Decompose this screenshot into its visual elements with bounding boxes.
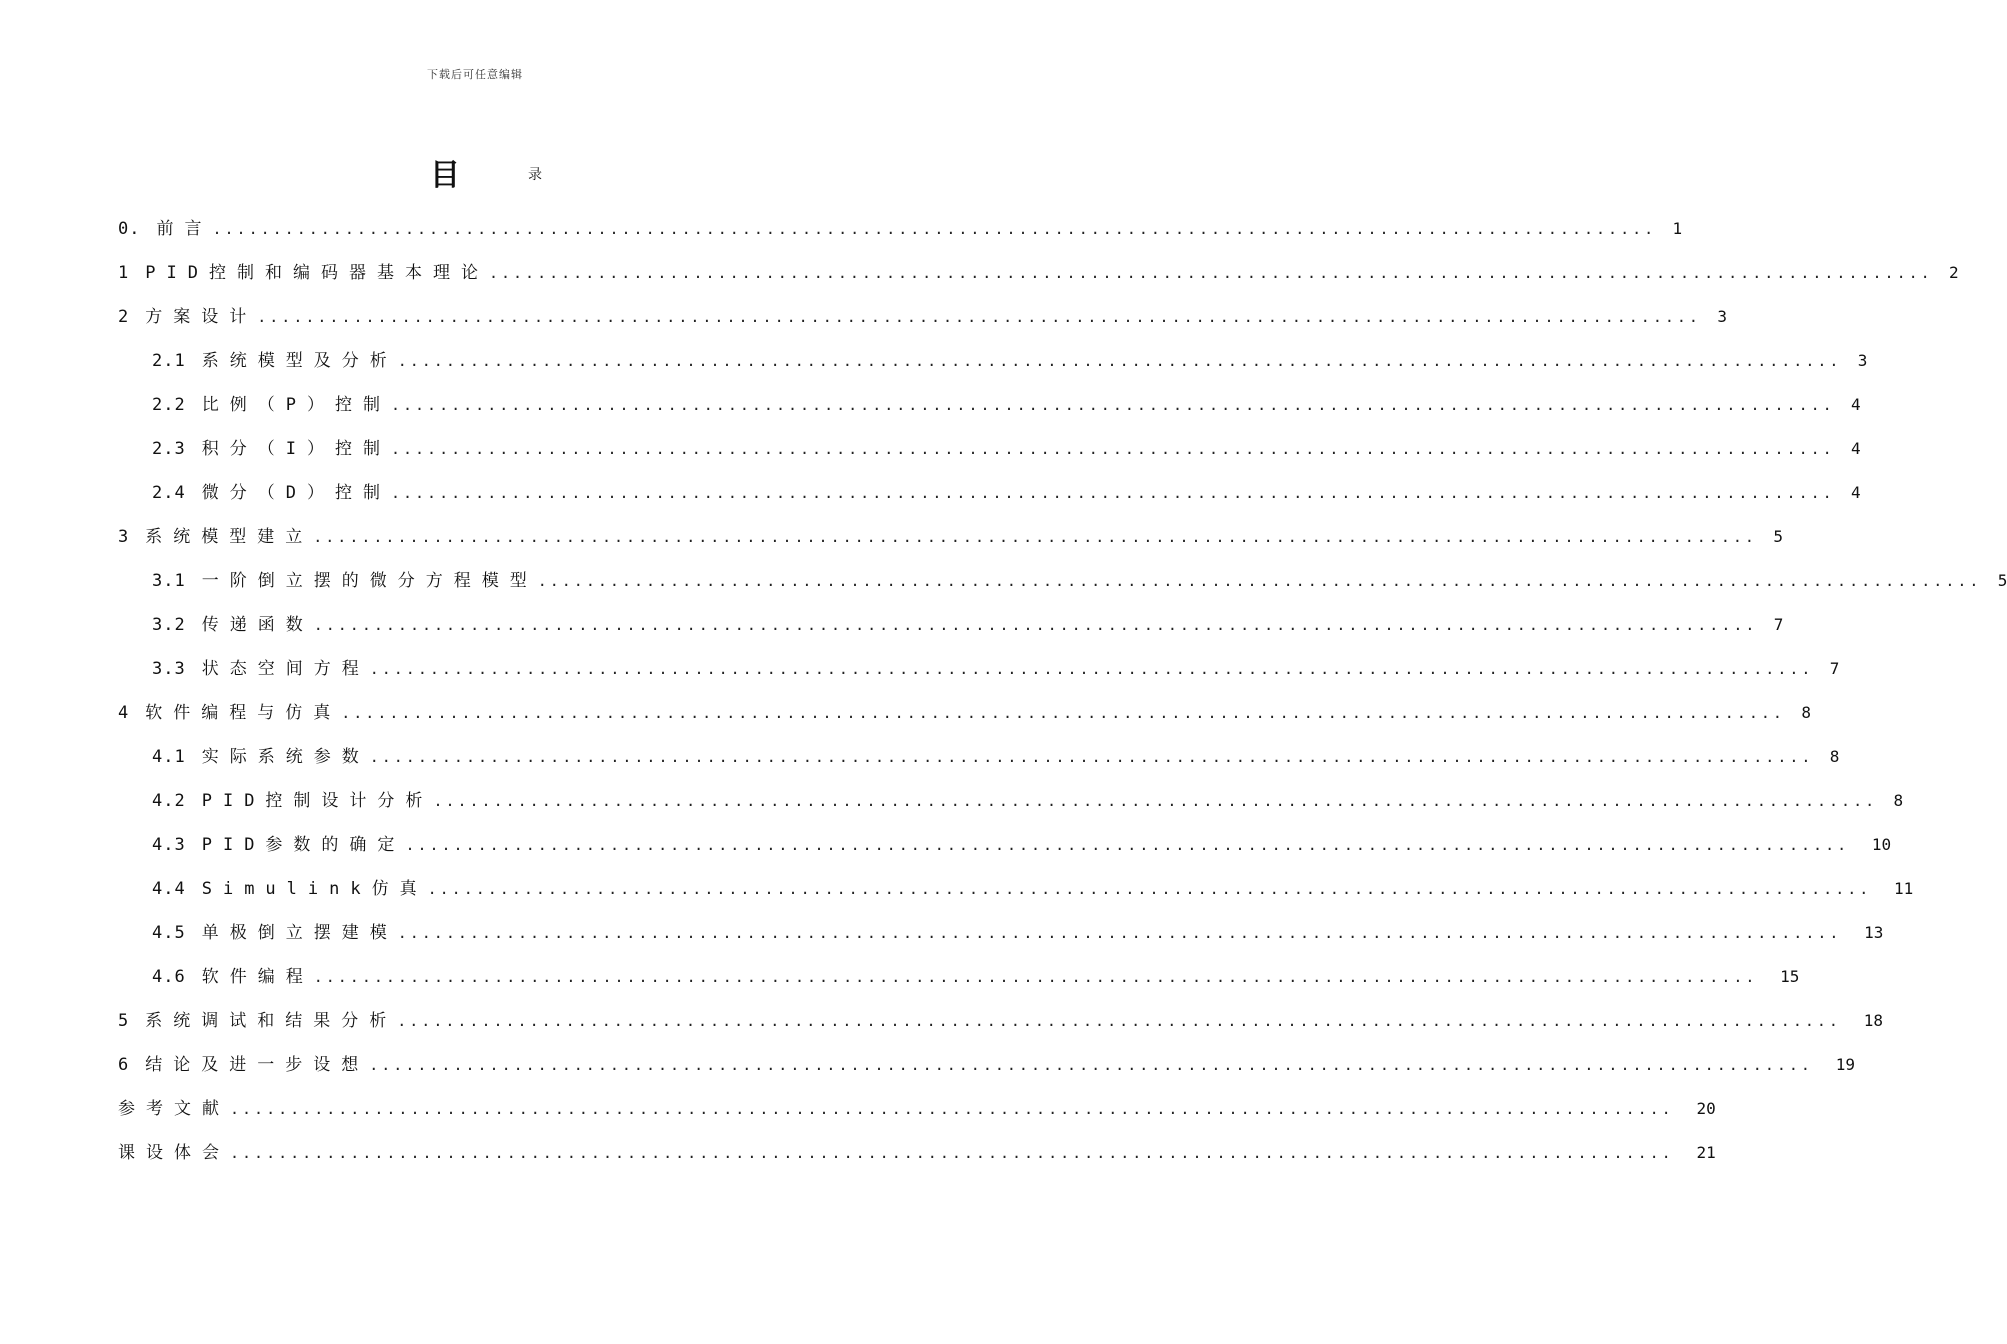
- toc-entry-label: [152, 867, 428, 911]
- toc-entry[interactable]: [118, 603, 1784, 647]
- toc-entry[interactable]: [118, 647, 1840, 691]
- toc-title-sub: 录: [528, 167, 542, 183]
- toc-entry-label: [152, 911, 398, 955]
- toc-entry-text: 系统模型及分析: [201, 351, 398, 371]
- toc-entry-label: [152, 779, 433, 823]
- toc-entry-number: 4.1: [152, 747, 186, 767]
- toc-entry-page: 3: [1717, 307, 1727, 326]
- toc-leader-dots: ........................................................................................................................: [397, 352, 1842, 370]
- toc-entry-text: 结论及进一步设想: [145, 1055, 370, 1075]
- toc-entry[interactable]: [118, 999, 1883, 1043]
- toc-entry-page: 8: [1801, 703, 1811, 722]
- toc-entry-page: 8: [1829, 747, 1840, 766]
- toc-leader-dots: ........................................................................................................................: [488, 264, 1933, 282]
- toc-entry[interactable]: [118, 1087, 1716, 1131]
- toc-entry-label: [118, 1087, 230, 1131]
- toc-leader-dots: ........................................................................................................................: [537, 572, 1982, 590]
- toc-entry-label: [118, 251, 489, 295]
- toc-leader-dots: ........................................................................................................................: [257, 308, 1701, 326]
- toc-entry-label: [118, 295, 257, 339]
- toc-entry-page: 3: [1857, 351, 1868, 370]
- toc-entry-text: 软件编程: [201, 967, 314, 987]
- toc-entry-page: 11: [1894, 879, 1914, 898]
- toc-entry[interactable]: [118, 339, 1868, 383]
- toc-leader-dots: ........................................................................................................................: [212, 220, 1657, 238]
- toc-leader-dots: ........................................................................................................................: [433, 792, 1878, 810]
- toc-entry-text: 单极倒立摆建模: [201, 923, 398, 943]
- toc-entry-number: 2.1: [152, 351, 186, 371]
- toc-entry-text: 微分（D）控制: [201, 483, 391, 503]
- toc-leader-dots: ........................................................................................................................: [427, 880, 1872, 898]
- toc-entry[interactable]: [118, 383, 1861, 427]
- toc-leader-dots: ........................................................................................................................: [390, 440, 1835, 458]
- toc-entry-text: PID控制设计分析: [201, 791, 434, 811]
- toc-entry[interactable]: [118, 515, 1783, 559]
- toc-leader-dots: ........................................................................................................................: [397, 1012, 1841, 1030]
- toc-entry-text: 实际系统参数: [201, 747, 370, 767]
- toc-entry-number: 4.5: [152, 923, 186, 943]
- toc-entry-page: 4: [1851, 395, 1861, 414]
- toc-entry-number: 2.3: [152, 439, 186, 459]
- toc-entry[interactable]: [118, 867, 1914, 911]
- toc-entry[interactable]: [118, 779, 1904, 823]
- toc-entry[interactable]: [118, 251, 1959, 295]
- toc-entry-page: 8: [1893, 791, 1904, 810]
- toc-leader-dots: ........................................................................................................................: [390, 396, 1835, 414]
- toc-entry[interactable]: [118, 295, 1727, 339]
- toc-entry[interactable]: [118, 207, 1683, 251]
- toc-title: [0, 150, 950, 193]
- toc-entry-text: PID参数的确定: [201, 835, 406, 855]
- toc-entry-text: 状态空间方程: [201, 659, 370, 679]
- toc-entry-text: 系统模型建立: [145, 527, 314, 547]
- toc-leader-dots: ........................................................................................................................: [313, 528, 1757, 546]
- toc-entry-text: 软件编程与仿真: [145, 703, 342, 723]
- toc-entry[interactable]: [118, 471, 1861, 515]
- toc-entry-number: 2.2: [152, 395, 186, 415]
- toc-entry-label: [152, 383, 391, 427]
- toc-entry-label: [118, 1131, 230, 1175]
- toc-entry-number: 2: [118, 307, 130, 327]
- toc-entry[interactable]: [118, 955, 1800, 999]
- toc-entry-label: [152, 471, 391, 515]
- toc-entry-text: Simulink仿真: [201, 879, 428, 899]
- toc-entry-text: 课设体会: [118, 1143, 230, 1163]
- toc-entry-label: [152, 955, 314, 999]
- toc-entry-page: 15: [1780, 967, 1800, 986]
- toc-leader-dots: ........................................................................................................................: [369, 1056, 1813, 1074]
- toc-entry-label: [152, 559, 538, 603]
- toc-entry-number: 4.3: [152, 835, 186, 855]
- toc-entry-label: [152, 823, 405, 867]
- toc-entry-page: 18: [1863, 1011, 1883, 1030]
- toc-entry-number: 4.2: [152, 791, 186, 811]
- toc-entry[interactable]: [118, 559, 2007, 603]
- toc-entry-label: [152, 647, 370, 691]
- toc-entry-page: 5: [1997, 571, 2007, 590]
- toc-leader-dots: ........................................................................................................................: [313, 968, 1758, 986]
- toc-entry-number: 2.4: [152, 483, 186, 503]
- toc-entry-page: 10: [1871, 835, 1892, 854]
- toc-title-main: 目: [430, 158, 460, 193]
- toc-leader-dots: ........................................................................................................................: [313, 616, 1758, 634]
- toc-entry-number: 4.4: [152, 879, 186, 899]
- toc-entry[interactable]: [118, 691, 1811, 735]
- toc-entry-number: 3.1: [152, 571, 186, 591]
- header-note: 下载后可任意编辑: [427, 68, 523, 81]
- toc-entry-text: 一阶倒立摆的微分方程模型: [201, 571, 538, 591]
- toc-entry-label: [152, 603, 314, 647]
- toc-entry-page: 7: [1773, 615, 1784, 634]
- toc-entry-page: 5: [1773, 527, 1783, 546]
- toc-entry-label: [118, 999, 397, 1043]
- toc-leader-dots: ........................................................................................................................: [230, 1100, 1674, 1118]
- toc-entry[interactable]: [118, 911, 1884, 955]
- toc-entry-page: 2: [1949, 263, 1959, 282]
- toc-entry-page: 21: [1696, 1143, 1716, 1162]
- toc-entry-page: 1: [1672, 219, 1683, 238]
- toc-entry[interactable]: [118, 823, 1892, 867]
- table-of-contents: [118, 207, 2007, 1175]
- toc-leader-dots: ........................................................................................................................: [405, 836, 1850, 854]
- toc-entry-page: 4: [1851, 483, 1861, 502]
- toc-entry-number: 3.2: [152, 615, 186, 635]
- toc-leader-dots: ........................................................................................................................: [369, 748, 1814, 766]
- toc-entry[interactable]: [118, 735, 1840, 779]
- toc-entry-page: 7: [1829, 659, 1840, 678]
- toc-entry[interactable]: [118, 427, 1861, 471]
- toc-entry-label: [118, 1043, 369, 1087]
- toc-entry-label: [118, 515, 313, 559]
- toc-entry-number: 5: [118, 1011, 130, 1031]
- toc-entry-text: 积分（I）控制: [201, 439, 391, 459]
- toc-entry-number: 0.: [118, 219, 141, 239]
- toc-entry-number: 3.3: [152, 659, 186, 679]
- toc-entry-text: 系统调试和结果分析: [145, 1011, 398, 1031]
- toc-entry-text: PID控制和编码器基本理论: [145, 263, 489, 283]
- toc-entry-page: 20: [1696, 1099, 1716, 1118]
- toc-entry-text: 传递函数: [201, 615, 314, 635]
- toc-entry-page: 19: [1835, 1055, 1855, 1074]
- toc-entry-page: 13: [1864, 923, 1884, 942]
- toc-entry-number: 4.6: [152, 967, 186, 987]
- toc-entry-number: 3: [118, 527, 130, 547]
- toc-entry-number: 1: [118, 263, 130, 283]
- toc-leader-dots: ........................................................................................................................: [230, 1144, 1674, 1162]
- toc-leader-dots: ........................................................................................................................: [369, 660, 1814, 678]
- toc-entry-page: 4: [1851, 439, 1861, 458]
- toc-leader-dots: ........................................................................................................................: [390, 484, 1835, 502]
- toc-entry-label: [152, 427, 391, 471]
- toc-entry[interactable]: [118, 1131, 1716, 1175]
- toc-entry-label: [118, 691, 341, 735]
- toc-entry-number: 6: [118, 1055, 130, 1075]
- toc-entry[interactable]: [118, 1043, 1855, 1087]
- toc-entry-label: [152, 339, 398, 383]
- toc-entry-text: 前言: [156, 219, 213, 239]
- toc-leader-dots: ........................................................................................................................: [397, 924, 1842, 942]
- toc-entry-label: [118, 207, 212, 251]
- toc-entry-text: 比例（P）控制: [201, 395, 391, 415]
- toc-leader-dots: ........................................................................................................................: [341, 704, 1785, 722]
- toc-entry-label: [152, 735, 370, 779]
- toc-entry-number: 4: [118, 703, 130, 723]
- toc-entry-text: 参考文献: [118, 1099, 230, 1119]
- toc-entry-text: 方案设计: [145, 307, 258, 327]
